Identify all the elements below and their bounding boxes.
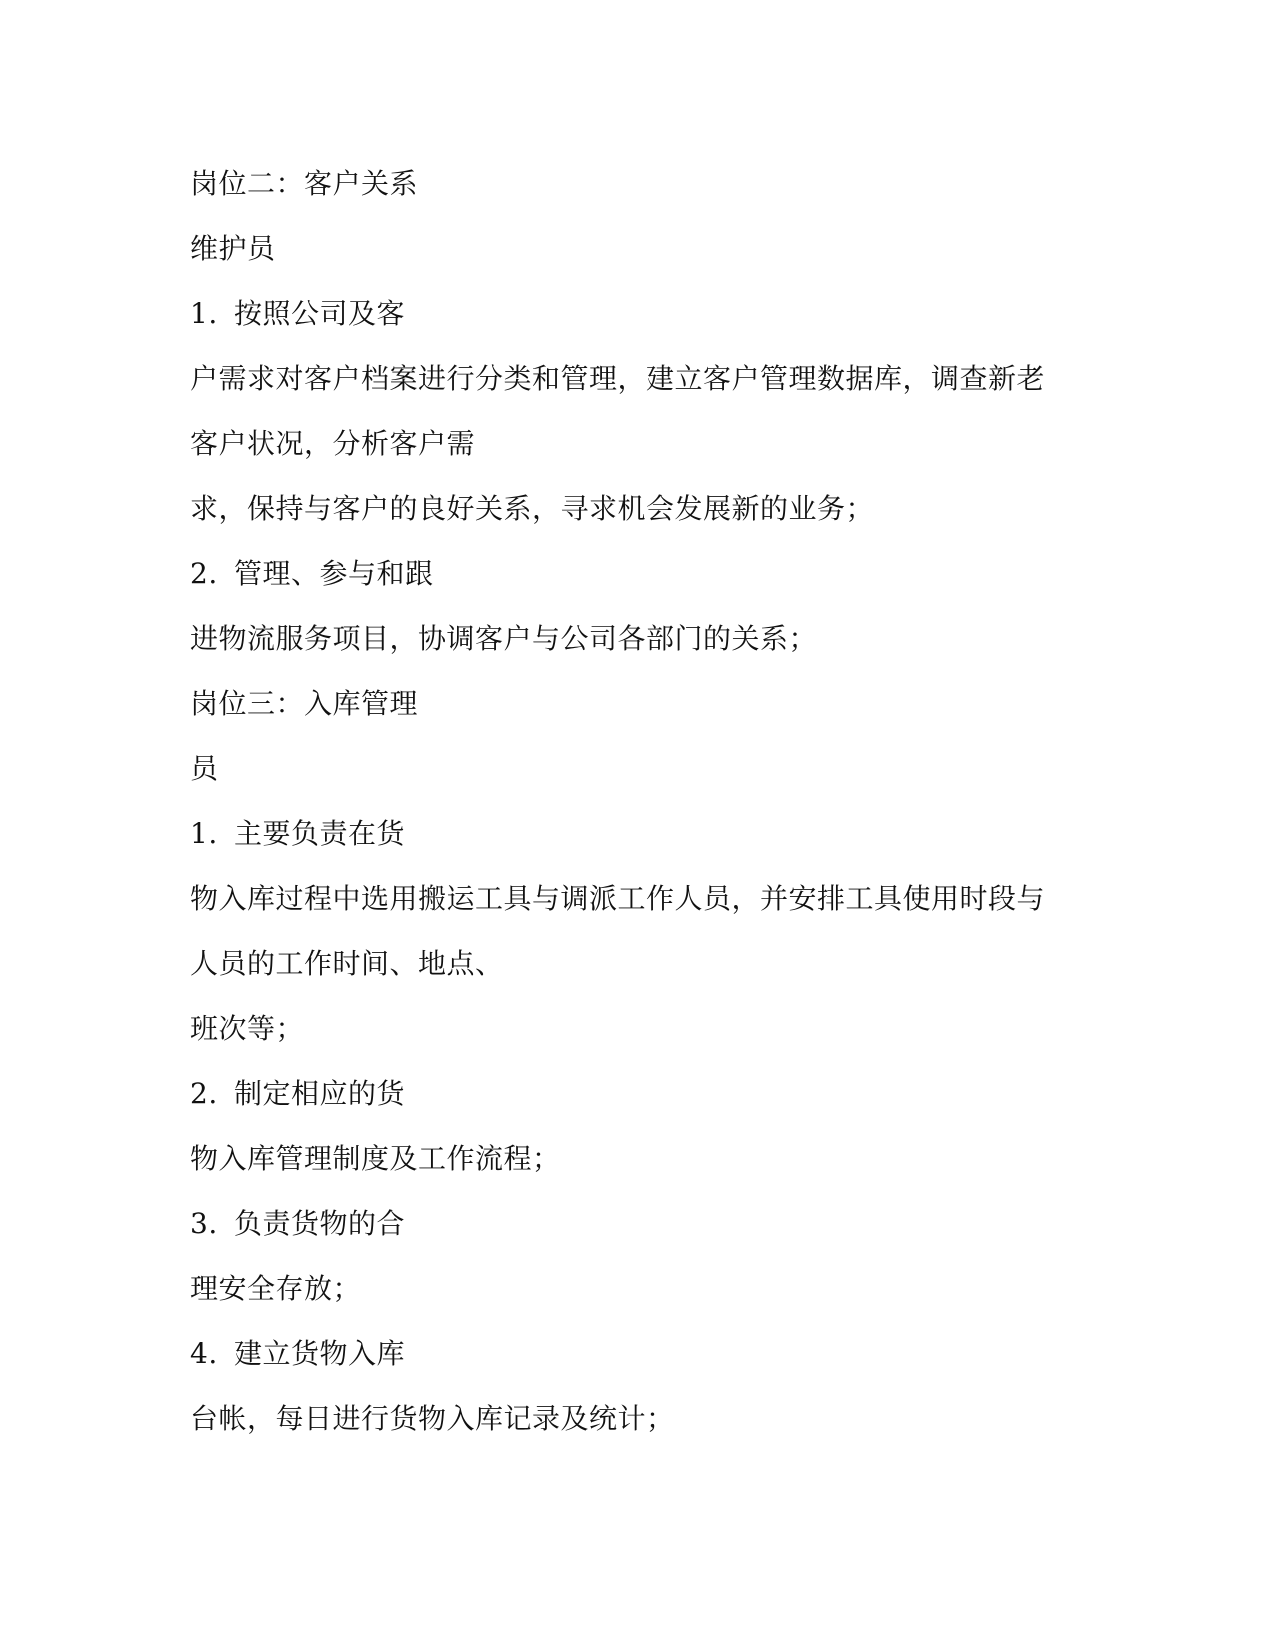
list-number: 2. xyxy=(190,557,218,590)
line-text: 物入库管理制度及工作流程； xyxy=(190,1142,561,1175)
line-text: 户需求对客户档案进行分类和管理，建立客户管理数据库，调查新老 xyxy=(190,362,1046,395)
list-number: 1. xyxy=(190,297,218,330)
line-text: 管理、参与和跟 xyxy=(234,557,434,590)
text-line xyxy=(190,879,1090,944)
line-text: 物入库过程中选用搬运工具与调派工作人员，并安排工具使用时段与 xyxy=(190,882,1046,915)
line-text: 理安全存放； xyxy=(190,1272,362,1305)
text-line xyxy=(190,1009,1090,1074)
line-text: 建立货物入库 xyxy=(234,1337,406,1370)
line-text: 按照公司及客 xyxy=(234,297,406,330)
list-item xyxy=(190,1074,1090,1139)
line-text: 客户状况，分析客户需 xyxy=(190,427,476,460)
text-line xyxy=(190,1269,1090,1334)
line-text: 主要负责在货 xyxy=(234,817,406,850)
list-number: 3. xyxy=(190,1207,218,1240)
document-body xyxy=(190,164,1090,1464)
text-line xyxy=(190,229,1090,294)
list-number: 2. xyxy=(190,1077,218,1110)
list-item xyxy=(190,1204,1090,1269)
text-line xyxy=(190,359,1090,424)
line-text: 台帐，每日进行货物入库记录及统计； xyxy=(190,1402,675,1435)
line-text: 人员的工作时间、地点、 xyxy=(190,947,504,980)
text-line xyxy=(190,424,1090,489)
line-text: 制定相应的货 xyxy=(234,1077,406,1110)
line-text: 班次等； xyxy=(190,1012,305,1045)
line-text: 求，保持与客户的良好关系，寻求机会发展新的业务； xyxy=(190,492,875,525)
text-line xyxy=(190,944,1090,1009)
line-text: 员 xyxy=(190,752,219,785)
list-item xyxy=(190,1334,1090,1399)
list-number: 4. xyxy=(190,1337,218,1370)
text-line xyxy=(190,1139,1090,1204)
list-number: 1. xyxy=(190,817,218,850)
list-item xyxy=(190,554,1090,619)
line-text: 岗位二：客户关系 xyxy=(190,167,419,200)
text-line xyxy=(190,749,1090,814)
list-item xyxy=(190,294,1090,359)
text-line xyxy=(190,619,1090,684)
heading-position-two xyxy=(190,164,1090,229)
list-item xyxy=(190,814,1090,879)
text-line xyxy=(190,489,1090,554)
text-line xyxy=(190,1399,1090,1464)
line-text: 岗位三：入库管理 xyxy=(190,687,419,720)
line-text: 维护员 xyxy=(190,232,276,265)
heading-position-three xyxy=(190,684,1090,749)
line-text: 进物流服务项目，协调客户与公司各部门的关系； xyxy=(190,622,818,655)
line-text: 负责货物的合 xyxy=(234,1207,406,1240)
